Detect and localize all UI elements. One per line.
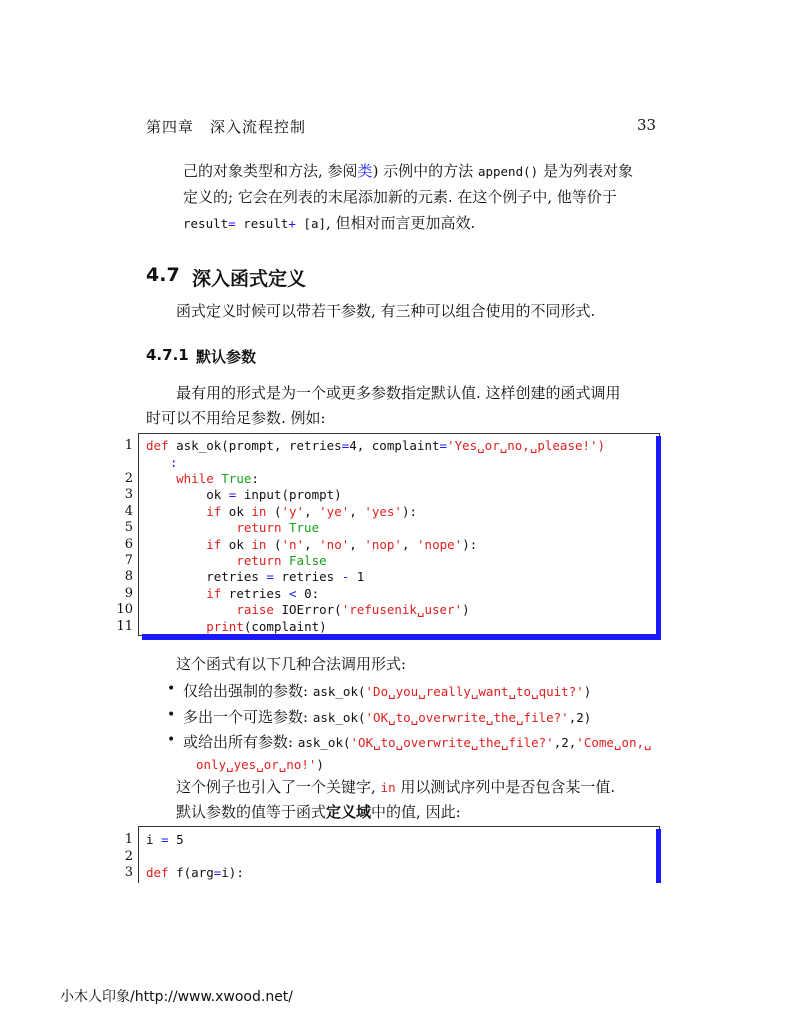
code-token: ask_ok(prompt, retries [168,438,342,453]
code-token: 'refusenik␣user' [341,602,463,617]
inline-code-op: = [228,216,236,231]
code-token: retries [221,586,290,601]
code-line [146,619,327,635]
code-token: ok [221,537,252,552]
code-token [146,471,176,486]
code-token: IOError( [273,602,342,617]
form-item-part: 'Do␣you␣really␣want␣to␣quit?' [365,684,584,699]
code-token: True [289,520,320,535]
code-token: if [206,537,222,552]
code-token: 'ye' [319,504,350,519]
line-number: 7 [124,553,133,568]
line-number: 8 [124,569,133,584]
code-token: ( [266,537,282,552]
code-token: 'yes' [364,504,402,519]
forms-intro: 这个函式有以下几种合法调用形式: [176,655,407,673]
code-token: 'n' [281,537,305,552]
code-line [146,865,244,881]
code-token [281,553,289,568]
code-token: while [176,471,214,486]
after-line-1 [176,774,615,801]
after-text: 这个例子也引入了一个关键字, [176,778,381,796]
after-text: 用以测试序列中是否包含某一值. [395,778,616,796]
code-line [146,553,327,569]
form-item [183,678,591,705]
intro-text: 是为列表对象 [538,162,633,180]
after-text: 默认参数的值等于函式 [176,803,327,821]
code-token: print [206,619,244,634]
code-line [146,832,184,848]
code-token [146,504,206,519]
running-header-chapter: 第四章 深入流程控制 [146,118,307,136]
code-token: in [251,537,267,552]
code-token: if [206,586,222,601]
subsection-text-1: 最有用的形式是为一个或更多参数指定默认值. 这样创建的函式调用 [176,384,621,402]
code-token: raise [236,602,274,617]
line-number: 2 [124,471,133,486]
code-token: 'Yes␣or␣no,␣please!') [447,438,606,453]
line-number: 1 [124,832,133,847]
line-number: 3 [124,865,133,880]
code-token: input(prompt) [236,487,342,502]
code-token: 'nop' [364,537,402,552]
code-token: < [289,586,297,601]
code-token: i [146,832,162,847]
code-token: , [349,537,365,552]
intro-line-2: 定义的; 它会在列表的末尾添加新的元素. 在这个例子中, 他等价于 [183,188,617,206]
code-token [146,602,236,617]
code-token: , [401,537,418,552]
code-line [146,520,319,536]
line-number: 10 [116,602,133,617]
intro-text: ) 示例中的方法 [372,162,478,180]
inline-code: append() [477,164,539,179]
inline-code: result [235,216,289,231]
code-token: f(arg [168,865,214,880]
code-token: = [266,569,274,584]
line-number: 6 [124,537,133,552]
code-token: ( [266,504,282,519]
after-text: 中的值, 因此: [371,803,461,821]
intro-text: , 但相对而言更加高效. [326,214,476,232]
form-item-part: 或给出所有参数: [183,733,298,751]
code-line [146,438,605,454]
code-wrap-continuation: : [170,455,178,470]
form-item-part: ) [583,684,592,699]
code-token: ): [462,537,478,552]
code-token: in [251,504,267,519]
code-token [281,520,289,535]
code-token [146,537,206,552]
code-token: 5 [168,832,184,847]
code-token: = [213,865,222,880]
code-token [146,553,236,568]
code-token: 1 [349,569,365,584]
form-item-part: ask_ok( [312,684,366,699]
code-token: i): [221,865,244,880]
form-item-part: only␣yes␣or␣no!' [196,757,317,772]
form-item-part: ) [316,757,324,772]
form-item-part: 多出一个可选参数: [183,708,313,726]
line-number: 5 [124,520,133,535]
code-token: , [349,504,365,519]
code-token: ok [221,504,252,519]
code-token: ok [146,487,229,502]
form-item-part: ask_ok( [297,735,351,750]
code-token: , [304,537,320,552]
code-token: (complaint) [243,619,327,634]
line-number: 9 [124,586,133,601]
code-token: : [251,471,259,486]
code-token: def [146,438,169,453]
code-token: = [341,438,350,453]
section-text: 函式定义时候可以带若干参数, 有三种可以组合使用的不同形式. [176,302,596,320]
section-title: 深入函式定义 [192,268,307,290]
bold-term: 定义域 [326,803,372,821]
form-item-part: ask_ok( [312,710,366,725]
line-number: 2 [124,849,133,864]
code-line [146,504,417,520]
code-token: def [146,865,169,880]
section-number: 4.7 [146,264,180,286]
after-line-2 [176,799,461,825]
form-item-part: ,2) [568,710,592,725]
code-token: ): [401,504,418,519]
code-token: True [221,471,252,486]
inline-code-op: + [288,216,296,231]
code-token: return [236,553,282,568]
line-number: 3 [124,487,133,502]
code-token: 'no' [319,537,350,552]
code-line [146,602,470,618]
code-token: = [439,438,448,453]
form-item-part: 'Come␣on,␣ [576,735,652,750]
code-token: if [206,504,222,519]
form-item-part: 'OK␣to␣overwrite␣the␣file?' [365,710,569,725]
intro-line-3 [183,210,475,237]
code-token: False [289,553,327,568]
form-item-part: 'OK␣to␣overwrite␣the␣file?' [350,735,554,750]
code-listing-shadow [656,436,661,640]
code-token [146,619,206,634]
inline-code: result [183,216,229,231]
bullet-icon: • [167,707,176,723]
code-token: = [228,487,237,502]
code-token: - [341,569,350,584]
code-token: retries [273,569,342,584]
footer-watermark: 小木人印象/http://www.xwood.net/ [60,989,294,1005]
code-token [146,586,206,601]
code-token [146,520,236,535]
code-line [146,471,259,487]
code-line [146,569,364,585]
code-token: = [161,832,169,847]
code-listing-shadow [656,829,661,883]
code-line [146,586,319,602]
subsection-text-2: 时可以不用给足参数. 例如: [146,409,326,427]
inline-keyword: in [380,780,396,795]
line-number: 4 [124,504,133,519]
bullet-icon: • [167,681,176,697]
line-number: 11 [116,619,133,634]
code-line [146,487,342,503]
code-line [146,537,477,553]
code-token: return [236,520,282,535]
code-token: retries [146,569,267,584]
code-token: 4, complaint [349,438,440,453]
code-token: , [304,504,320,519]
form-item [183,704,591,731]
subsection-title: 默认参数 [196,348,257,366]
intro-line-1 [183,158,633,185]
line-number: 1 [124,438,133,453]
class-link[interactable]: 类 [357,162,373,180]
form-item-part: ,2, [553,735,577,750]
form-item-part: 仅给出强制的参数: [183,682,313,700]
bullet-icon: • [167,732,176,748]
inline-code: [a] [295,216,327,231]
code-token: 'nope' [417,537,463,552]
code-token: 0: [296,586,320,601]
page-number: 33 [637,116,657,134]
code-token: ) [462,602,470,617]
subsection-number: 4.7.1 [146,346,189,364]
code-token: 'y' [281,504,305,519]
intro-text: 己的对象类型和方法, 参阅 [183,162,358,180]
